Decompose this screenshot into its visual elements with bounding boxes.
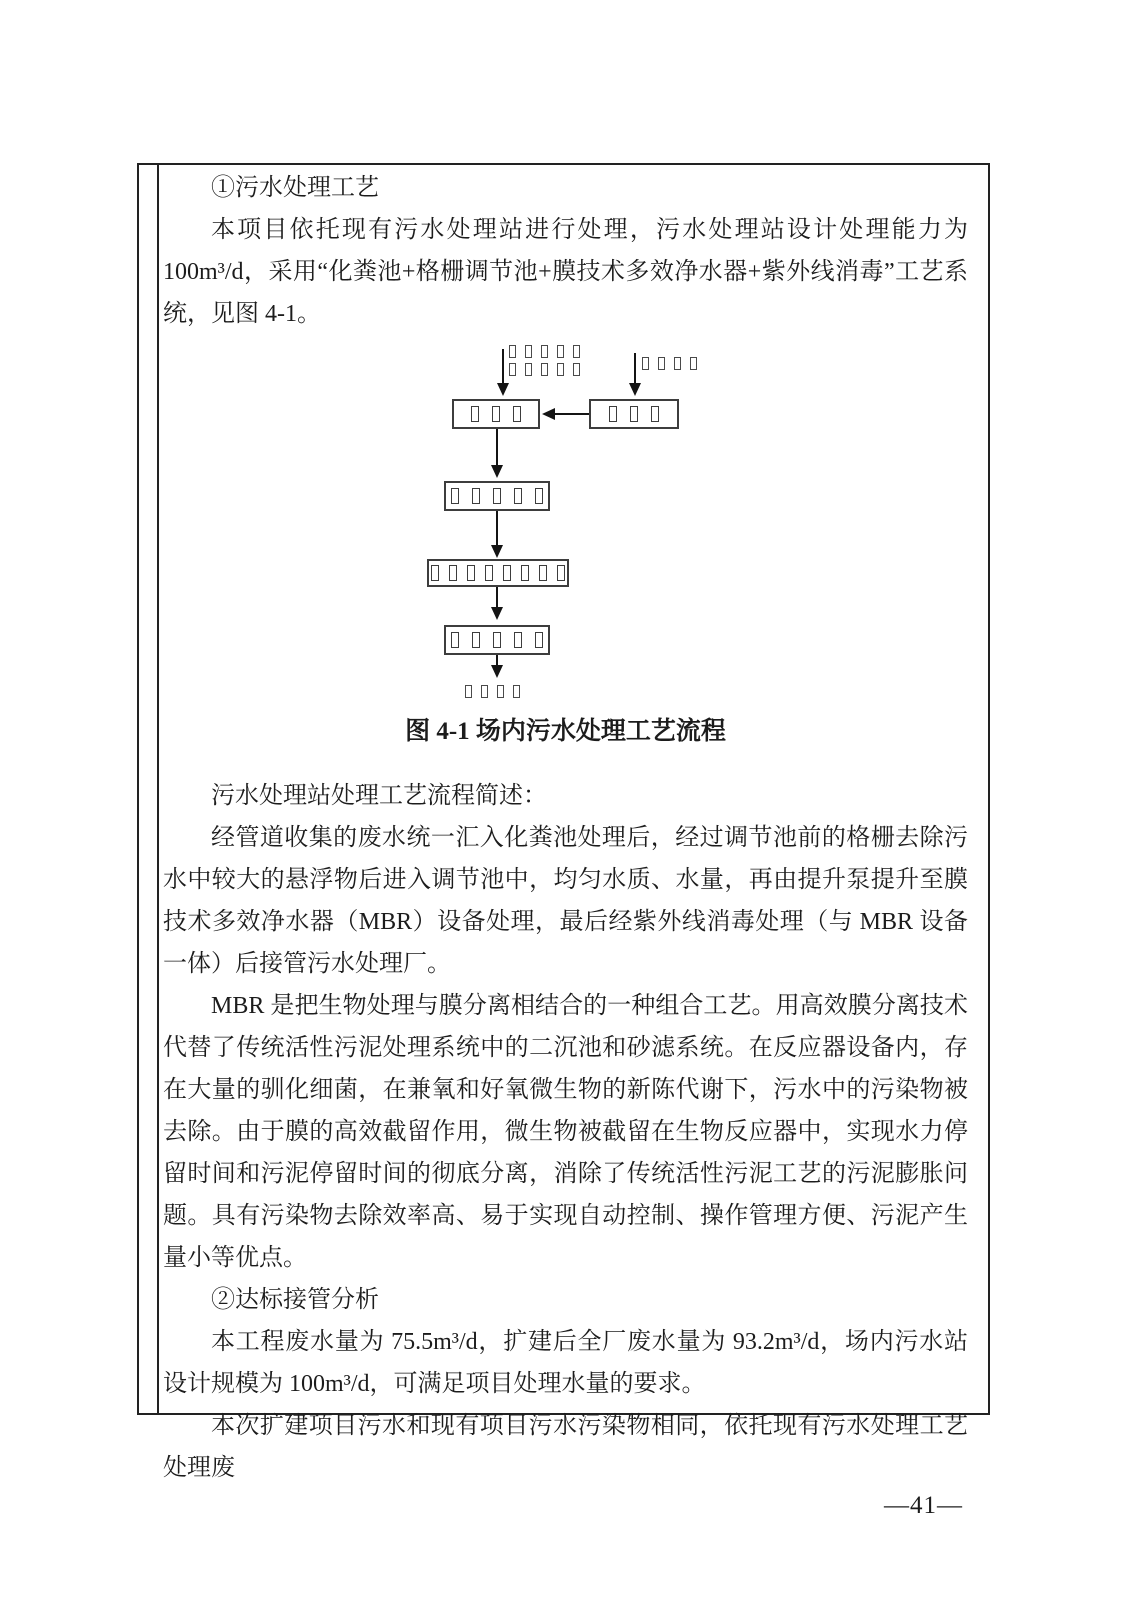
flow-box-1 (452, 399, 540, 429)
missing-glyph (493, 632, 501, 648)
missing-glyph-row (509, 363, 580, 376)
missing-glyph (651, 406, 659, 422)
missing-glyph (472, 488, 480, 504)
process-description-paragraph: 经管道收集的废水统一汇入化粪池处理后，经过调节池前的格栅去除污水中较大的悬浮物后进入调节池中，均匀水质、水量，再由提升泵提升至膜技术多效净水器（MBR）设备处理，最后经紫外线消毒处理（与 MBR 设备一体）后接管污水处理厂。 (163, 825, 968, 977)
missing-glyph (467, 565, 475, 581)
missing-glyph (573, 363, 580, 376)
missing-glyph (485, 565, 493, 581)
flow-box-5 (444, 625, 550, 655)
box2-to-box1-arrow-line (555, 413, 589, 415)
missing-glyph (513, 406, 521, 422)
missing-glyph (514, 488, 522, 504)
missing-glyph (431, 565, 439, 581)
arrow-head-3 (491, 607, 503, 620)
inflow-label-left (509, 345, 580, 376)
figure-caption: 图 4-1 场内污水处理工艺流程 (405, 718, 726, 745)
wastewater-flow-diagram (163, 341, 968, 703)
process-brief-title: 污水处理站处理工艺流程简述： (211, 783, 547, 809)
missing-glyph (497, 685, 504, 698)
arrow-head-1 (491, 465, 503, 478)
missing-glyph (573, 345, 580, 358)
missing-glyph (525, 345, 532, 358)
intro-paragraph: 本项目依托现有污水处理站进行处理，污水处理站设计处理能力为 100m³/d，采用“化粪池+格栅调节池+膜技术多效净水器+紫外线消毒”工艺系统，见图 4-1。 (163, 217, 968, 327)
table-inner-border (157, 165, 159, 1413)
missing-glyph (471, 406, 479, 422)
missing-glyph-row (465, 685, 520, 698)
closing-paragraph: 本次扩建项目污水和现有项目污水污染物相同，依托现有污水处理工艺处理废 (163, 1413, 968, 1481)
missing-glyph (658, 357, 665, 370)
box2-to-box1-arrow-head (542, 408, 555, 420)
missing-glyph (465, 685, 472, 698)
missing-glyph (541, 363, 548, 376)
cell-content (161, 165, 988, 1493)
missing-glyph (451, 632, 459, 648)
missing-glyph (535, 488, 543, 504)
missing-glyph (609, 406, 617, 422)
missing-glyph (509, 363, 516, 376)
arrow-head-4 (491, 665, 503, 678)
arrow-line-3 (496, 587, 498, 609)
outflow-label (465, 685, 520, 698)
inflow-left-arrow-line (502, 349, 504, 385)
section-heading-1: ①污水处理工艺 (211, 175, 379, 201)
missing-glyph (539, 565, 547, 581)
missing-glyph (513, 685, 520, 698)
missing-glyph (541, 345, 548, 358)
page-number: —41— (884, 1492, 963, 1519)
flow-box-3 (444, 481, 550, 511)
missing-glyph (674, 357, 681, 370)
missing-glyph (690, 357, 697, 370)
missing-glyph-row (509, 345, 580, 358)
missing-glyph-row (642, 357, 697, 370)
missing-glyph (642, 357, 649, 370)
missing-glyph (472, 632, 480, 648)
missing-glyph (492, 406, 500, 422)
missing-glyph (535, 632, 543, 648)
flow-box-2 (589, 399, 679, 429)
missing-glyph (481, 685, 488, 698)
missing-glyph (503, 565, 511, 581)
missing-glyph (449, 565, 457, 581)
missing-glyph (557, 363, 564, 376)
missing-glyph (525, 363, 532, 376)
missing-glyph (630, 406, 638, 422)
missing-glyph (557, 345, 564, 358)
arrow-line-2 (496, 511, 498, 547)
mbr-description-paragraph: MBR 是把生物处理与膜分离相结合的一种组合工艺。用高效膜分离技术代替了传统活性污泥处理系统中的二沉池和砂滤系统。在反应器设备内，存在大量的驯化细菌，在兼氧和好氧微生物的新陈代谢下，污水中的污染物被去除。由于膜的高效截留作用，微生物被截留在生物反应器中，实现水力停留时间和污泥停留时间的彻底分离，消除了传统活性污泥工艺的污泥膨胀问题。具有污染物去除效率高、易于实现自动控制、操作管理方便、污泥产生量小等优点。 (163, 993, 968, 1271)
inflow-label-right (642, 357, 697, 370)
content-table-cell (137, 163, 990, 1481)
flow-box-4 (427, 559, 569, 587)
inflow-right-arrow-head (629, 383, 641, 396)
missing-glyph (521, 565, 529, 581)
missing-glyph (493, 488, 501, 504)
capacity-paragraph: 本工程废水量为 75.5m³/d，扩建后全厂废水量为 93.2m³/d，场内污水站设计规模为 100m³/d，可满足项目处理水量的要求。 (163, 1329, 968, 1397)
missing-glyph (514, 632, 522, 648)
section-heading-2: ②达标接管分析 (211, 1287, 379, 1313)
arrow-line-1 (496, 429, 498, 467)
missing-glyph (509, 345, 516, 358)
missing-glyph (557, 565, 565, 581)
arrow-head-2 (491, 545, 503, 558)
missing-glyph (451, 488, 459, 504)
inflow-right-arrow-line (634, 353, 636, 385)
inflow-left-arrow-head (497, 383, 509, 396)
